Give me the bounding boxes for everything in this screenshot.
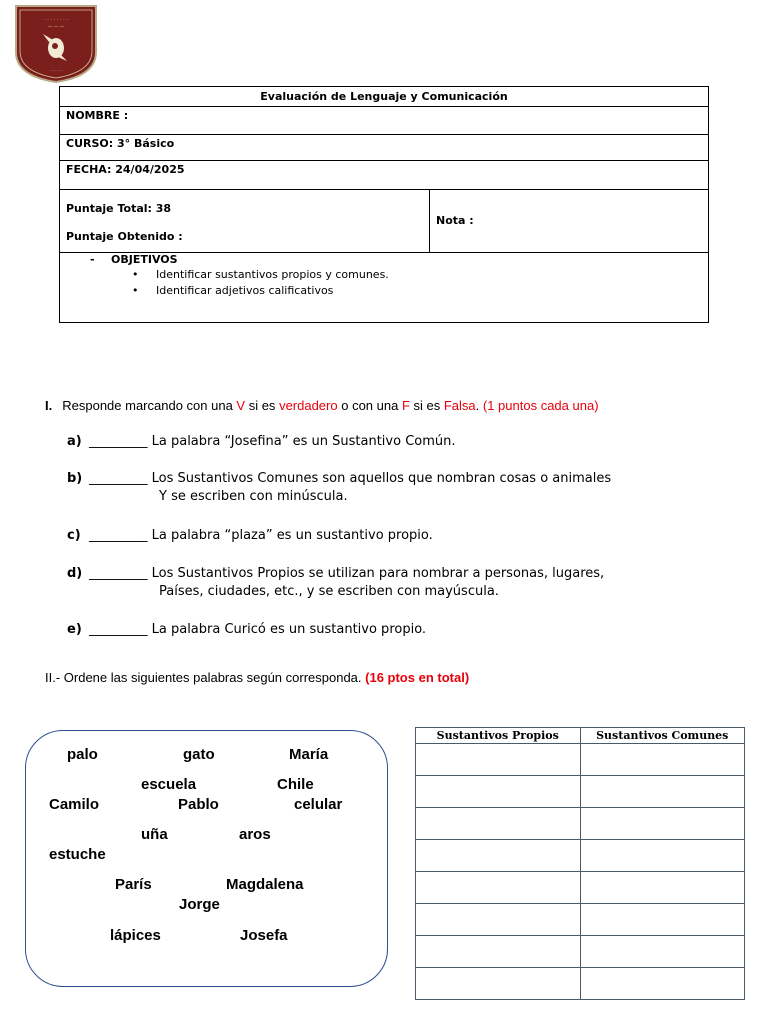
objectives-dash: - [90, 253, 95, 266]
question-label: c) [67, 528, 81, 543]
classification-table [415, 727, 745, 1000]
classification-table-body [416, 744, 745, 1000]
table-row [416, 776, 745, 808]
table-row [416, 936, 745, 968]
table-row [416, 968, 745, 1000]
common-noun-cell[interactable] [580, 776, 745, 808]
name-label: NOMBRE : [66, 109, 129, 122]
common-noun-cell[interactable] [580, 936, 745, 968]
common-noun-cell[interactable] [580, 840, 745, 872]
section2-points: (16 ptos en total) [365, 670, 470, 685]
question-label: e) [67, 622, 82, 637]
score-divider [429, 190, 430, 252]
common-noun-cell[interactable] [580, 744, 745, 776]
bullet-icon: • [132, 268, 139, 281]
proper-noun-cell[interactable] [416, 840, 581, 872]
instruction-text: si es [409, 398, 444, 413]
word-item: Camilo [49, 796, 100, 813]
question-text-continued: Y se escriben con minúscula. [159, 489, 348, 504]
word-item: escuela [141, 776, 197, 793]
word-item: París [115, 876, 152, 893]
svg-text:— — —: — — — [47, 25, 65, 30]
proper-noun-cell[interactable] [416, 776, 581, 808]
course-row [60, 135, 708, 161]
proper-noun-cell[interactable] [416, 808, 581, 840]
question-text[interactable]: _________ La palabra “Josefina” es un Sustantivo Común. [89, 434, 456, 449]
instruction-text: Responde marcando con una [62, 398, 237, 413]
proper-noun-cell[interactable] [416, 936, 581, 968]
proper-noun-cell[interactable] [416, 872, 581, 904]
word-item: Josefa [240, 927, 288, 944]
proper-noun-cell[interactable] [416, 968, 581, 1000]
table-row [416, 904, 745, 936]
word-item: Chile [277, 776, 314, 793]
objective-text: Identificar sustantivos propios y comunes. [156, 268, 389, 281]
total-score: Puntaje Total: 38 [66, 202, 172, 215]
table-row [416, 872, 745, 904]
question-label: a) [67, 434, 82, 449]
word-item: lápices [110, 927, 161, 944]
date-row [60, 161, 708, 190]
question-label: d) [67, 566, 83, 581]
objective-text: Identificar adjetivos calificativos [156, 284, 334, 297]
question-text[interactable]: _________ La palabra Curicó es un sustantivo propio. [89, 622, 427, 637]
svg-text:· · · · ·: · · · · · [49, 69, 63, 74]
score-row [60, 190, 708, 253]
objectives-title: OBJETIVOS [111, 253, 178, 266]
question-text[interactable]: _________ Los Sustantivos Propios se utilizan para nombrar a personas, lugares, [89, 566, 605, 581]
date-label: FECHA: 24/04/2025 [66, 163, 185, 176]
column-header-common: Sustantivos Comunes [580, 728, 745, 744]
title-row [60, 87, 708, 107]
header-table [59, 86, 709, 323]
section2-instruction [45, 670, 469, 685]
word-item: Jorge [179, 896, 220, 913]
instruction-text: . [475, 398, 483, 413]
word-item: Magdalena [226, 876, 304, 893]
question-text-continued: Países, ciudades, etc., y se escriben con mayúscula. [159, 584, 499, 599]
course-label: CURSO: 3° Básico [66, 137, 175, 150]
instruction-text: II.- Ordene las siguientes palabras según corresponda. [45, 670, 366, 685]
word-item: gato [183, 746, 215, 763]
common-noun-cell[interactable] [580, 872, 745, 904]
objective-item [132, 284, 334, 297]
table-row [416, 808, 745, 840]
table-row [416, 840, 745, 872]
word-item: estuche [49, 846, 106, 863]
school-crest-logo [12, 2, 100, 84]
name-row[interactable] [60, 107, 708, 135]
svg-text:· · · · · · · ·: · · · · · · · · [44, 17, 68, 23]
objective-item [132, 268, 389, 281]
section1-number: I. [45, 398, 53, 413]
table-row [416, 744, 745, 776]
false-word: Falsa [443, 398, 476, 413]
bullet-icon: • [132, 284, 139, 297]
column-header-proper: Sustantivos Propios [416, 728, 581, 744]
word-item: Pablo [178, 796, 219, 813]
false-letter: F [401, 398, 410, 413]
common-noun-cell[interactable] [580, 808, 745, 840]
word-item: María [289, 746, 329, 763]
page-title: Evaluación de Lenguaje y Comunicación [260, 90, 508, 103]
question-label: b) [67, 471, 83, 486]
common-noun-cell[interactable] [580, 968, 745, 1000]
section1-instruction [45, 398, 599, 413]
question-text[interactable]: _________ Los Sustantivos Comunes son aquellos que nombran cosas o animales [89, 471, 612, 486]
proper-noun-cell[interactable] [416, 904, 581, 936]
word-item: celular [294, 796, 343, 813]
section1-points: (1 puntos cada una) [482, 398, 599, 413]
instruction-text: si es [245, 398, 280, 413]
obtained-score[interactable]: Puntaje Obtenido : [66, 230, 183, 243]
common-noun-cell[interactable] [580, 904, 745, 936]
instruction-text: o con una [337, 398, 402, 413]
question-text[interactable]: _________ La palabra “plaza” es un sustantivo propio. [89, 528, 433, 543]
true-letter: V [236, 398, 246, 413]
true-word: verdadero [279, 398, 338, 413]
word-item: palo [67, 746, 98, 763]
word-item: uña [141, 826, 168, 843]
word-item: aros [239, 826, 271, 843]
grade-label[interactable]: Nota : [436, 214, 474, 227]
proper-noun-cell[interactable] [416, 744, 581, 776]
